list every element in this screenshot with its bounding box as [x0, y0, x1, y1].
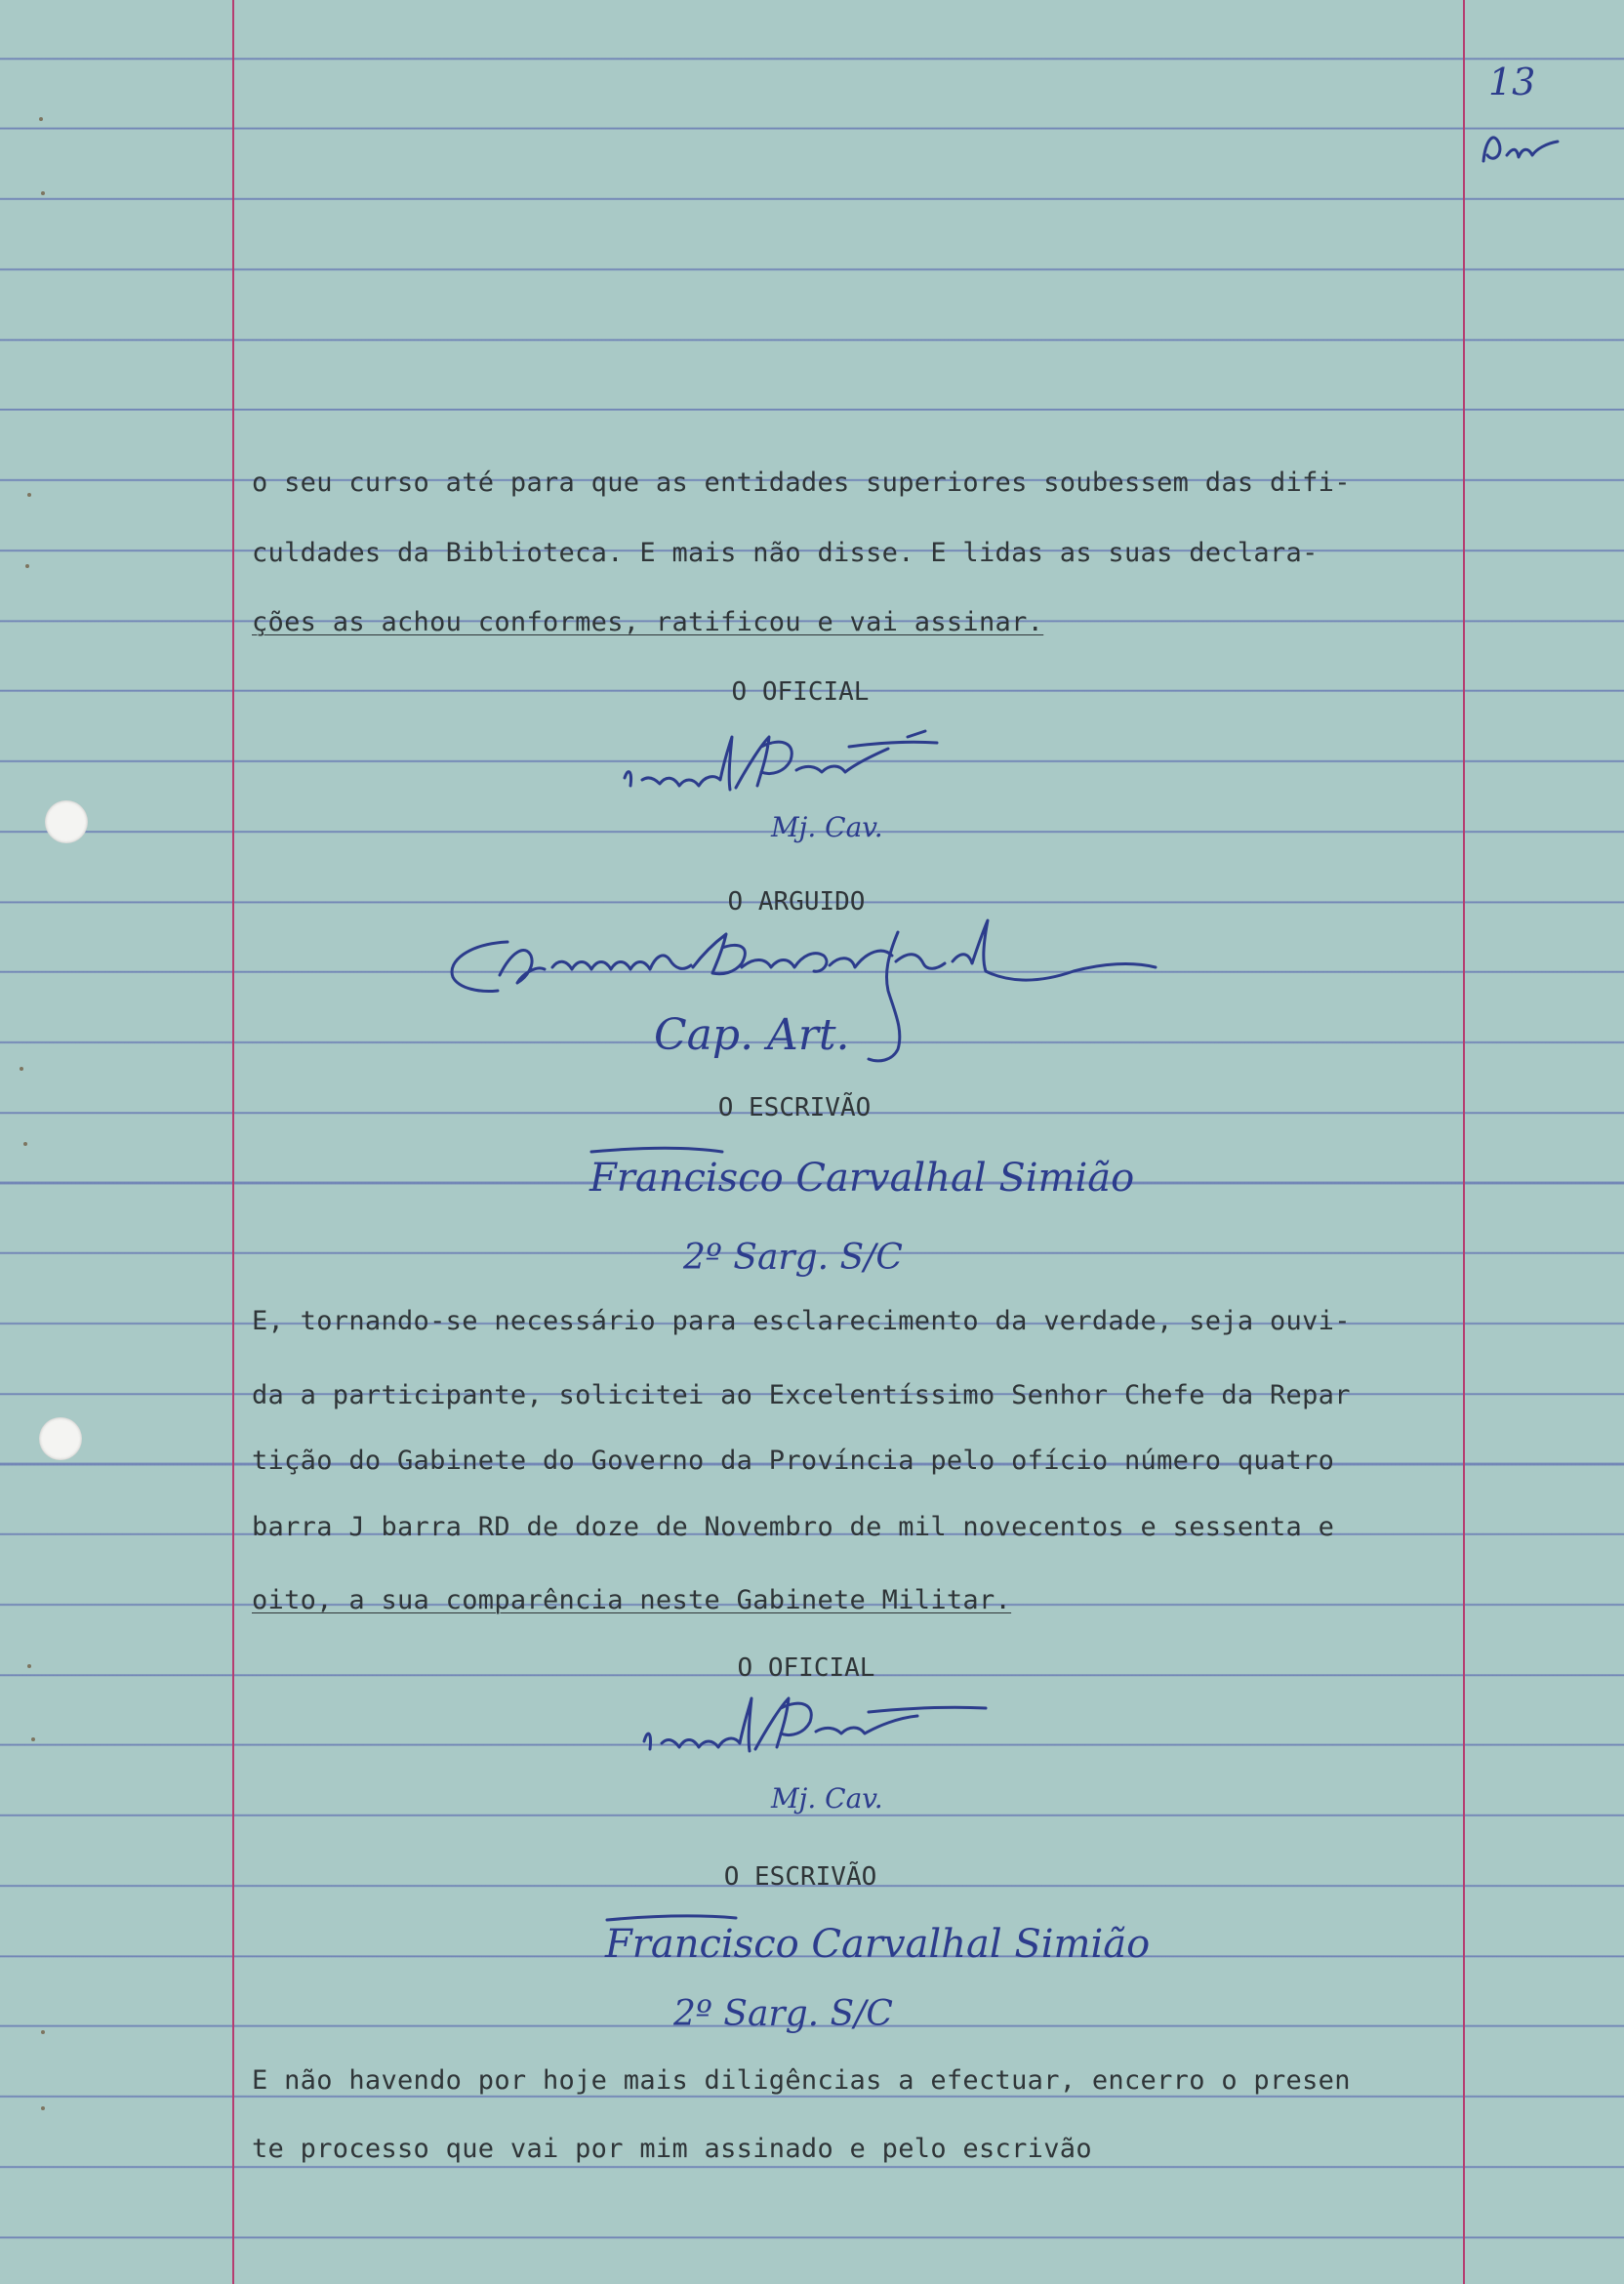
signature-escrivao-2 [595, 1898, 1151, 2064]
signature-name-escrivao-2: Francisco Carvalhal Simião [605, 1922, 1151, 1967]
paragraph-2-line-2: da a participante, solicitei ao Excelentíssimo Senhor Chefe da Repar [252, 1380, 1351, 1410]
heading-escrivao-2: O ESCRIVÃO [723, 1862, 877, 1892]
signature-rank-escrivao-1: 2º Sarg. S/C [683, 1238, 903, 1278]
heading-arguido: O ARGUIDO [727, 887, 866, 917]
punch-hole-top [45, 800, 88, 843]
signature-rank-arguido: Cap. Art. [654, 1010, 850, 1060]
paper-speck [41, 2030, 45, 2034]
paragraph-1-line-1: o seu curso até para que as entidades superiores soubessem das difi- [252, 468, 1351, 498]
paragraph-2-line-5: oito, a sua comparência neste Gabinete Militar. [252, 1585, 1012, 1615]
paper-speck [31, 1737, 35, 1741]
signature-rank-oficial-1: Mj. Cav. [771, 811, 883, 843]
signature-stroke [625, 731, 937, 790]
heading-oficial-2: O OFICIAL [737, 1653, 875, 1683]
paper-speck [41, 191, 45, 195]
punch-hole-bottom [39, 1417, 82, 1460]
signature-arguido [429, 913, 1171, 1069]
paper-speck [39, 117, 43, 121]
signature-oficial-2 [634, 1679, 1142, 1825]
paragraph-3-line-2: te processo que vai por mim assinado e pelo escrivão [252, 2134, 1092, 2164]
paragraph-1-line-2: culdades da Biblioteca. E mais não disse. E lidas as suas declara- [252, 538, 1319, 568]
signature-stroke [607, 1916, 736, 1920]
signature-rank-oficial-2: Mj. Cav. [771, 1782, 883, 1815]
paper-speck [20, 1067, 23, 1071]
paper-speck [27, 493, 31, 497]
page-number: 13 [1488, 61, 1536, 103]
initials-scribble [1483, 138, 1558, 161]
heading-escrivao-1: O ESCRIVÃO [717, 1093, 872, 1122]
heading-oficial-1: O OFICIAL [731, 677, 870, 707]
paragraph-1-line-3: ções as achou conformes, ratificou e vai assinar. [252, 607, 1044, 637]
left-margin-rule [232, 0, 234, 2284]
signature-name-escrivao-1: Francisco Carvalhal Simião [589, 1156, 1135, 1201]
paragraph-2-line-3: tição do Gabinete do Governo da Província pelo ofício número quatro [252, 1446, 1335, 1476]
signature-oficial-1 [615, 717, 1122, 864]
paper-speck [25, 564, 29, 568]
paper-speck [23, 1142, 27, 1146]
paper-speck [41, 2106, 45, 2110]
page-number-annotation [1464, 54, 1601, 181]
paragraph-2-line-1: E, tornando-se necessário para esclarecimento da verdade, seja ouvi- [252, 1306, 1351, 1336]
paragraph-2-line-4: barra J barra RD de doze de Novembro de mil novecentos e sessenta e [252, 1512, 1335, 1542]
signature-stroke [591, 1148, 722, 1152]
signature-rank-escrivao-2: 2º Sarg. S/C [673, 1994, 893, 2034]
signature-stroke [644, 1698, 986, 1751]
paragraph-3-line-1: E não havendo por hoje mais diligências a efectuar, encerro o presen [252, 2065, 1351, 2096]
signature-escrivao-1 [576, 1122, 1135, 1288]
paper-speck [27, 1664, 31, 1668]
right-margin-rule [1463, 0, 1465, 2284]
